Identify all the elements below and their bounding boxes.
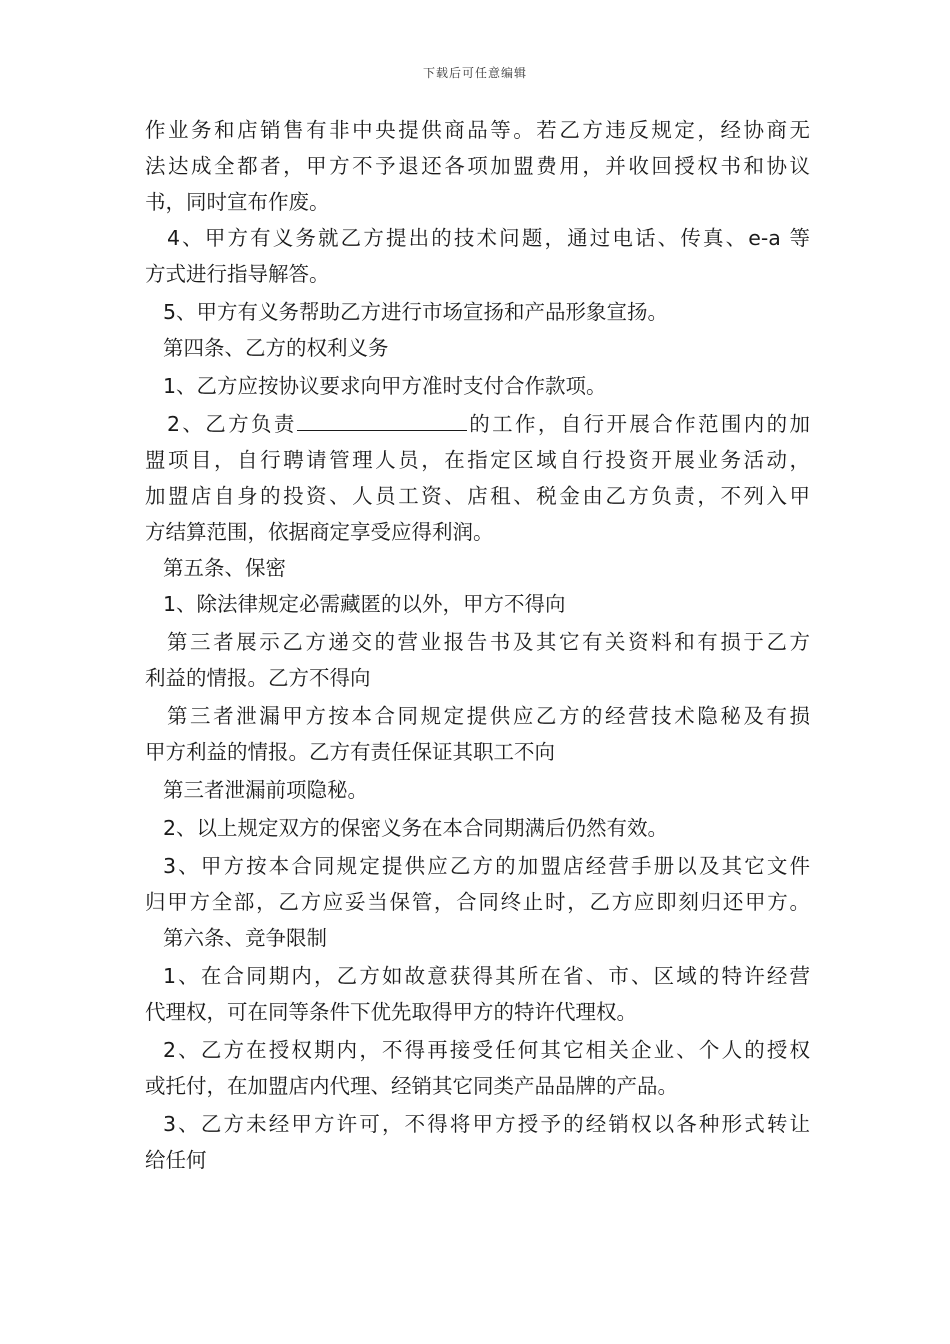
text-line: 方式进行指导解答。 xyxy=(145,262,330,286)
clause-line xyxy=(145,406,810,442)
clause-line: 4、甲方有义务就乙方提出的技术问题，通过电话、传真、e-a 等 xyxy=(167,226,810,250)
text-line: 或托付，在加盟店内代理、经销其它同类产品品牌的产品。 xyxy=(145,1074,678,1098)
section-heading: 第五条、保密 xyxy=(163,556,286,580)
clause-line: 1、在合同期内，乙方如故意获得其所在省、市、区域的特许经营 xyxy=(163,964,810,988)
text-line: 代理权，可在同等条件下优先取得甲方的特许代理权。 xyxy=(145,1000,637,1024)
clause-text: 的工作，自行开展合作范围内的加 xyxy=(466,412,811,436)
clause-line: 1、除法律规定必需藏匿的以外，甲方不得向 xyxy=(163,592,566,616)
clause-text: 2、乙方负责 xyxy=(167,412,297,436)
clause-line: 第三者泄漏前项隐秘。 xyxy=(163,778,368,802)
text-line: 利益的情报。乙方不得向 xyxy=(145,666,371,690)
clause-line: 5、甲方有义务帮助乙方进行市场宣扬和产品形象宣扬。 xyxy=(163,300,669,324)
clause-line: 3、甲方按本合同规定提供应乙方的加盟店经营手册以及其它文件 xyxy=(163,854,810,878)
text-line: 甲方利益的情报。乙方有责任保证其职工不向 xyxy=(145,740,555,764)
clause-line: 第三者泄漏甲方按本合同规定提供应乙方的经营技术隐秘及有损 xyxy=(167,704,810,728)
text-line: 方结算范围，依据商定享受应得利润。 xyxy=(145,520,494,544)
clause-line: 1、乙方应按协议要求向甲方准时支付合作款项。 xyxy=(163,374,607,398)
text-line: 作业务和店销售有非中央提供商品等。若乙方违反规定，经协商无 xyxy=(145,118,810,142)
text-line: 给任何 xyxy=(145,1148,207,1172)
clause-line: 2、以上规定双方的保密义务在本合同期满后仍然有效。 xyxy=(163,816,669,840)
clause-line: 3、乙方未经甲方许可，不得将甲方授予的经销权以各种形式转让 xyxy=(163,1112,810,1136)
clause-line: 第三者展示乙方递交的营业报告书及其它有关资料和有损于乙方 xyxy=(167,630,810,654)
text-line: 加盟店自身的投资、人员工资、店租、税金由乙方负责，不列入甲 xyxy=(145,484,810,508)
section-heading: 第四条、乙方的权利义务 xyxy=(163,336,389,360)
section-heading: 第六条、竞争限制 xyxy=(163,926,327,950)
fill-in-blank xyxy=(297,410,467,431)
text-line: 盟项目，自行聘请管理人员，在指定区域自行投资开展业务活动， xyxy=(145,448,810,472)
text-line: 归甲方全部，乙方应妥当保管，合同终止时，乙方应即刻归还甲方。 xyxy=(145,890,810,914)
clause-line: 2、乙方在授权期内，不得再接受任何其它相关企业、个人的授权 xyxy=(163,1038,810,1062)
text-line: 书，同时宣布作废。 xyxy=(145,190,330,214)
text-line: 法达成全都者，甲方不予退还各项加盟费用，并收回授权书和协议 xyxy=(145,154,810,178)
document-body xyxy=(145,112,810,1178)
page-header-note: 下载后可任意编辑 xyxy=(422,66,527,80)
